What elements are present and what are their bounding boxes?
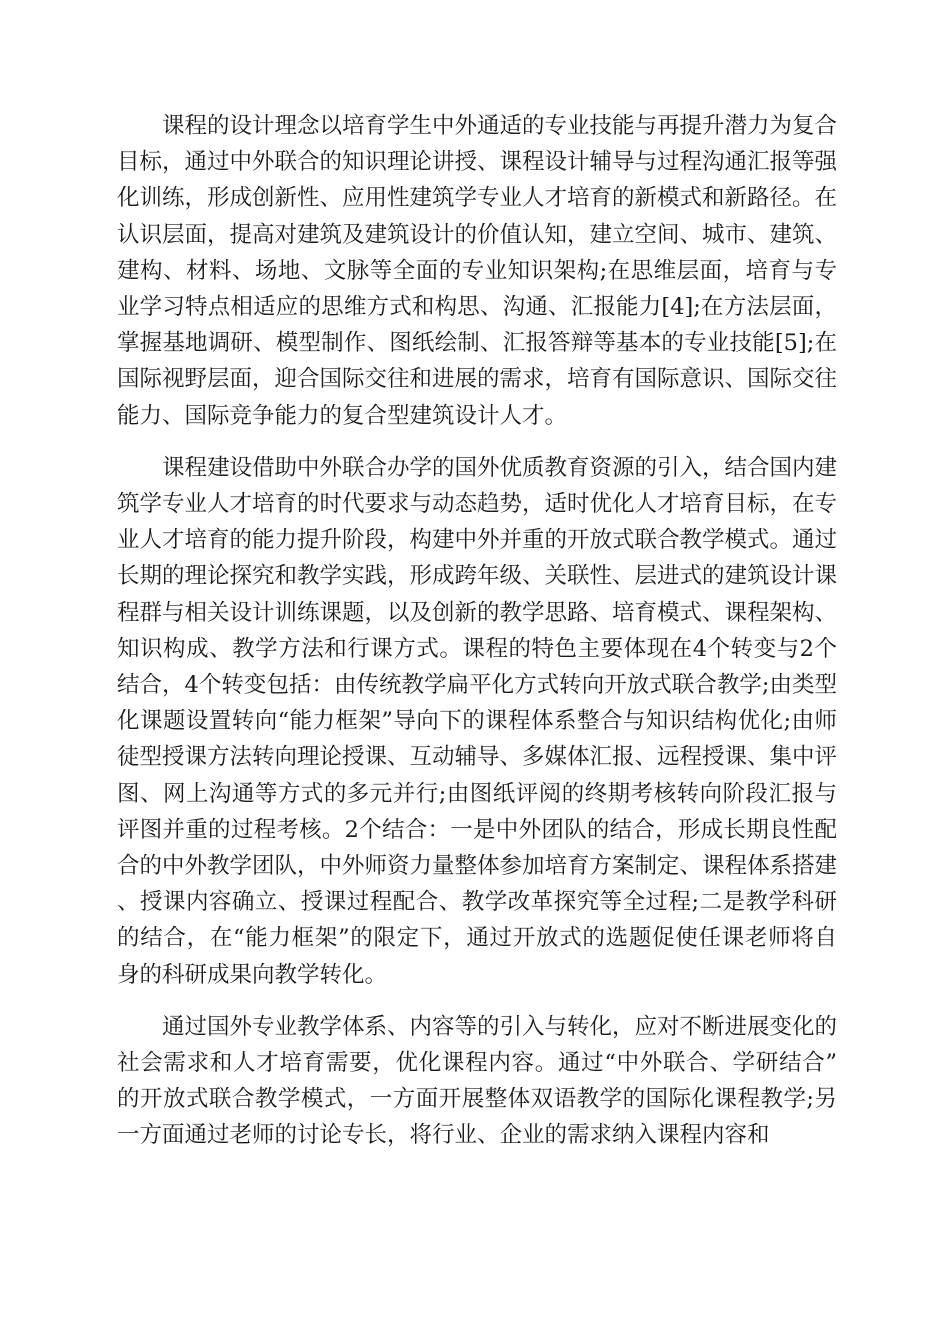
document-body [117,108,837,1170]
paragraph-course-design-concept: 课程的设计理念以培育学生中外通适的专业技能与再提升潜力为复合目标，通过中外联合的知识理论讲授、课程设计辅导与过程沟通汇报等强化训练，形成创新性、应用性建筑学专业人才培育的新模式和新路径。在认识层面，提高对建筑及建筑设计的价值认知，建立空间、城市、建筑、建构、材料、场地、文脉等全面的专业知识架构;在思维层面，培育与专业学习特点相适应的思维方式和构思、沟通、汇报能力[4];在方法层面，掌握基地调研、模型制作、图纸绘制、汇报答辩等基本的专业技能[5];在国际视野层面，迎合国际交往和进展的需求，培育有国际意识、国际交往能力、国际竞争能力的复合型建筑设计人才。 [117,113,838,429]
paragraph-curriculum-optimization: 通过国外专业教学体系、内容等的引入与转化，应对不断进展变化的社会需求和人才培育需要，优化课程内容。通过“中外联合、学研结合”的开放式联合教学模式，一方面开展整体双语教学的国际化课程教学;另一方面通过老师的讨论专长，将行业、企业的需求纳入课程内容和 [117,1013,838,1149]
paragraph-course-construction: 课程建设借助中外联合办学的国外优质教育资源的引入，结合国内建筑学专业人才培育的时代要求与动态趋势，适时优化人才培育目标，在专业人才培育的能力提升阶段，构建中外并重的开放式联合教学模式。通过长期的理论探究和教学实践，形成跨年级、关联性、层进式的建筑设计课程群与相关设计训练课题，以及创新的教学思路、培育模式、课程架构、知识构成、教学方法和行课方式。课程的特色主要体现在4个转变与2个结合，4个转变包括：由传统教学扁平化方式转向开放式联合教学;由类型化课题设置转向“能力框架”导向下的课程体系整合与知识结构优化;由师徒型授课方法转向理论授课、互动辅导、多媒体汇报、远程授课、集中评图、网上沟通等方式的多元并行;由图纸评阅的终期考核转向阶段汇报与评图并重的过程考核。2个结合：一是中外团队的结合，形成长期良性配合的中外教学团队，中外师资力量整体参加培育方案制定、课程体系搭建、授课内容确立、授课过程配合、教学改革探究等全过程;二是教学科研的结合，在“能力框架”的限定下，通过开放式的选题促使任课老师将自身的科研成果向教学转化。 [117,454,838,988]
